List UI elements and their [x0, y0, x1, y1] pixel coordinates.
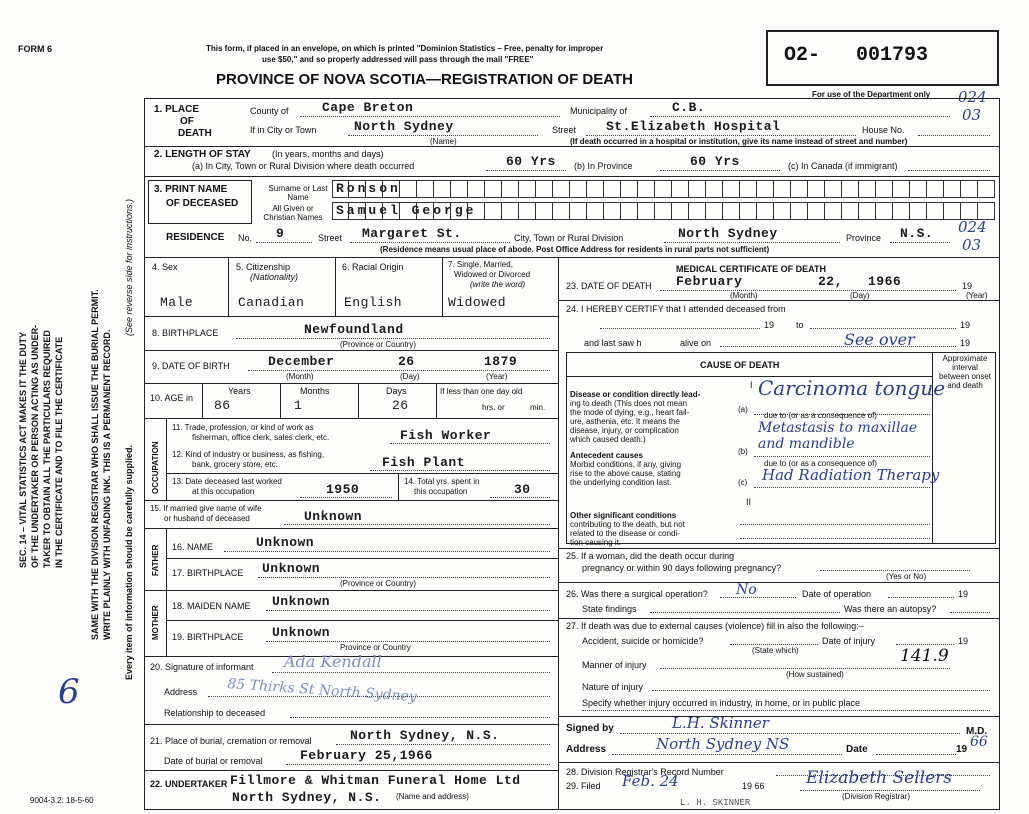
mother-prov-hint: Province or Country: [340, 643, 411, 652]
hospital-note: (If death occurred in a hospital or institution, give its name instead of street and number): [570, 137, 908, 146]
certify-to: to: [796, 320, 804, 330]
lastworked-label-1: 13. Date deceased last worked: [172, 477, 282, 486]
burial-date-label: Date of burial or removal: [164, 756, 263, 766]
industry-label-2: bank, grocery store, etc.: [192, 460, 278, 469]
disease-label-5: disease, injury, or complication: [570, 426, 679, 435]
envelope-notice-2: use $50," and so properly addressed will pass through the mail "FREE": [262, 55, 534, 64]
reg-number: 001793: [856, 44, 929, 67]
residence-street-label: Street: [318, 233, 343, 243]
street-label: Street: [552, 125, 577, 135]
citizenship-label: 5. Citizenship: [236, 262, 291, 272]
certify-19b: 19: [960, 320, 971, 330]
antecedent-label-2: Morbid conditions, if any, giving: [570, 460, 682, 469]
lastworked-label-2: at this occupation: [192, 487, 255, 496]
statute-line-3: TAKER TO OBTAIN ALL THE PARTICULARS REQUIRED: [42, 330, 52, 568]
age-label: 10. AGE in: [150, 393, 194, 403]
street-value: St.Elizabeth Hospital: [606, 119, 781, 134]
date-op-19: 19: [958, 589, 969, 599]
cause-title: CAUSE OF DEATH: [700, 360, 780, 370]
signed-label: Signed by: [566, 723, 614, 734]
place-label-1: 1. PLACE: [154, 104, 200, 115]
dob-year-hint: (Year): [486, 372, 508, 381]
industry-label-1: 12. Kind of industry or business, as fishing,: [172, 450, 325, 459]
pregnancy-label-2: pregnancy or within 90 days following pregnancy?: [582, 563, 782, 573]
certify-19a: 19: [764, 320, 775, 330]
lessday-label: If less than one day old: [440, 387, 523, 396]
other-label-4: tion causing it.: [570, 538, 622, 547]
father-name-value: Unknown: [256, 535, 315, 550]
dept-use-note: For use of the Department only: [812, 90, 931, 99]
due-to-a: due to (or as a consequence of): [764, 411, 877, 420]
dob-year: 1879: [484, 354, 518, 369]
dept-code-2: 03: [962, 106, 982, 124]
mother-side-label: MOTHER: [151, 605, 160, 640]
how-sustained-hint: (How sustained): [786, 670, 844, 679]
cause-a-value: Carcinoma tongue: [758, 376, 946, 400]
total-value: 30: [514, 482, 531, 497]
accident-label: Accident, suicide or homicide?: [582, 636, 704, 646]
deceased-label-2: OF DECEASED: [166, 198, 239, 209]
min-label: min.: [530, 403, 546, 412]
external-label: 27. If death was due to external causes (violence) fill in also the following:–: [566, 621, 864, 631]
cause-c-value: Had Radiation Therapy: [762, 466, 940, 484]
signed-address-value: North Sydney NS: [656, 735, 790, 753]
dob-day: 26: [398, 354, 415, 369]
surgical-label: 26. Was there a surgical operation?: [566, 589, 708, 599]
date-op-label: Date of operation: [802, 589, 872, 599]
residence-province-label: Province: [846, 233, 882, 243]
interval-label: Approximate interval between onset and death: [938, 354, 992, 390]
county-label: County of: [250, 106, 289, 116]
disease-label-2: ing to death (This does not mean: [570, 399, 687, 408]
statute-line-1: SEC. 14 – VITAL STATISTICS ACT MAKES IT THE DUTY: [18, 331, 28, 568]
given-value: Samuel George: [336, 203, 477, 218]
manner-label: Manner of injury: [582, 660, 647, 670]
certify-label: 24. I HEREBY CERTIFY that I attended deceased from: [566, 304, 786, 314]
father-bp-value: Unknown: [262, 561, 321, 576]
birthplace-hint: (Province or Country): [340, 340, 417, 349]
house-label: House No.: [862, 125, 905, 135]
state-findings-label: State findings: [582, 604, 637, 614]
burial-place-label: 21. Place of burial, cremation or removal: [150, 736, 312, 746]
antecedent-label-3: rise to the above cause, stating: [570, 469, 681, 478]
disease-label-4: ure, asthenia, etc. It means the: [570, 417, 680, 426]
lastsaw-label: and last saw h: [584, 338, 642, 348]
form-label: FORM 6: [18, 44, 53, 54]
autopsy-label: Was there an autopsy?: [844, 604, 937, 614]
stay-label: 2. LENGTH OF STAY: [154, 149, 251, 160]
death-month-hint: (Month): [730, 291, 758, 300]
antecedent-label-4: the underlying condition last.: [570, 478, 672, 487]
hrs-label: hrs. or: [482, 403, 505, 412]
residence-division-label: City, Town or Rural Division: [514, 233, 624, 243]
every-item-note: Every item of information should be carefully supplied.: [124, 444, 134, 680]
lastworked-value: 1950: [326, 482, 360, 497]
reg-prefix: O2-: [784, 44, 821, 67]
injury-date-label: Date of injury: [822, 636, 876, 646]
residence-no-value: 9: [276, 226, 285, 241]
skinner-stamp: L. H. SKINNER: [680, 798, 751, 808]
marital-label-1: 7. Single, Married,: [448, 260, 513, 269]
cause-c-prefix: (c): [738, 478, 748, 487]
spouse-label-1: 15. If married give name of wife: [150, 504, 262, 513]
alive-label: alive on: [680, 338, 712, 348]
informant-address-value: 85 Thirks St North Sydney: [226, 676, 418, 706]
informant-sig-label: 20. Signature of informant: [150, 662, 254, 672]
surname-cells: [332, 180, 995, 198]
other-label-1: Other significant conditions: [570, 511, 677, 520]
cause-b-value-2: and mandible: [758, 436, 855, 452]
roman-1: I: [750, 380, 753, 390]
city-value: North Sydney: [354, 119, 454, 134]
death-day-hint: (Day): [850, 291, 870, 300]
dob-label: 9. DATE OF BIRTH: [152, 361, 230, 371]
years-value: 86: [214, 398, 231, 413]
birthplace-value: Newfoundland: [304, 322, 404, 337]
signed-date-66: 66: [970, 734, 988, 750]
racial-value: English: [344, 295, 403, 310]
filed-label: 29. Filed: [566, 781, 601, 791]
birthplace-label: 8. BIRTHPLACE: [152, 328, 219, 338]
dob-day-hint: (Day): [400, 372, 420, 381]
state-which-hint: (State which): [752, 646, 799, 655]
statute-line-2: OF THE UNDERTAKER OR PERSON ACTING AS UNDER-: [30, 324, 40, 568]
see-over: See over: [844, 330, 915, 349]
place-label-2: OF: [180, 116, 194, 127]
mother-maiden-value: Unknown: [272, 594, 331, 609]
death-month: February: [676, 274, 743, 289]
registrar-hint: (Division Registrar): [842, 792, 911, 801]
statute-line-6: WRITE PLAINLY WITH UNFADING INK. THIS IS A PERMANENT RECORD.: [102, 329, 112, 640]
stay-a-value: 60 Yrs: [506, 154, 556, 169]
residence-street-value: Margaret St.: [362, 226, 462, 241]
signed-date-19: 19: [956, 744, 968, 755]
md-label: M.D.: [966, 726, 988, 737]
disease-label-3: the mode of dying, e.g., heart fail-: [570, 408, 690, 417]
footer-code: 9004-3.2: 18-5-60: [30, 796, 94, 805]
mother-bp-value: Unknown: [272, 625, 331, 640]
industry-value: Fish Plant: [382, 455, 466, 470]
cause-a-prefix: (a): [738, 405, 748, 414]
marital-value: Widowed: [448, 295, 507, 310]
filed-value: Feb. 24: [622, 772, 679, 790]
months-label: Months: [300, 386, 330, 396]
stay-hint: (In years, months and days): [272, 149, 384, 159]
county-value: Cape Breton: [322, 100, 414, 115]
mother-bp-label: 19. BIRTHPLACE: [172, 632, 244, 642]
deceased-label-1: 3. PRINT NAME: [154, 184, 228, 195]
trade-value: Fish Worker: [400, 428, 492, 443]
sex-label: 4. Sex: [152, 262, 178, 272]
medical-title: MEDICAL CERTIFICATE OF DEATH: [676, 264, 826, 274]
total-label-1: 14. Total yrs. spent in: [404, 477, 480, 486]
informant-signature: Ada Kendall: [284, 652, 382, 671]
residence-division-value: North Sydney: [678, 226, 778, 241]
margin-mark: 6: [58, 672, 80, 712]
pregnancy-label-1: 25. If a woman, did the death occur during: [566, 551, 735, 561]
specify-label: Specify whether injury occurred in industry, in home, or in public place: [582, 698, 860, 708]
occupation-side-label: OCCUPATION: [151, 441, 160, 494]
name-hint: (Name): [430, 137, 457, 146]
informant-address-label: Address: [164, 687, 198, 697]
undertaker-value: Fillmore & Whitman Funeral Home Ltd: [230, 773, 521, 788]
trade-label-1: 11. Trade, profession, or kind of work as: [172, 423, 314, 432]
lastsaw-19: 19: [960, 338, 971, 348]
marital-label-3: (write the word): [470, 280, 526, 289]
disease-label-6: which caused death.): [570, 435, 646, 444]
death-19: 19: [962, 281, 973, 291]
citizenship-value: Canadian: [238, 295, 305, 310]
surname-label: Surname or Last Name: [268, 184, 328, 202]
father-bp-label: 17. BIRTHPLACE: [172, 568, 244, 578]
residence-code-2: 03: [962, 236, 982, 254]
due-to-b: due to (or as a consequence of): [764, 459, 877, 468]
months-value: 1: [294, 398, 303, 413]
disease-label-1: Disease or condition directly lead-: [570, 390, 701, 399]
other-label-3: related to the disease or condi-: [570, 529, 680, 538]
place-label-3: DEATH: [178, 128, 212, 139]
days-label: Days: [386, 386, 407, 396]
father-prov-hint: (Province or Country): [340, 579, 417, 588]
spouse-value: Unknown: [304, 509, 363, 524]
undertaker-address: North Sydney, N.S.: [232, 790, 382, 805]
relationship-label: Relationship to deceased: [164, 708, 266, 718]
residence-no-label: No.: [238, 233, 253, 243]
marital-label-2: Widowed or Divorced: [454, 270, 531, 279]
mother-maiden-label: 18. MAIDEN NAME: [172, 601, 251, 611]
burial-date-value: February 25,1966: [300, 748, 433, 763]
residence-label: RESIDENCE: [166, 232, 225, 243]
stay-c-label: (c) In Canada (if immigrant): [788, 161, 898, 171]
father-name-label: 16. NAME: [172, 542, 214, 552]
undertaker-label: 22. UNDERTAKER: [150, 779, 228, 789]
stay-b-label: (b) In Province: [574, 161, 633, 171]
death-year: 1966: [868, 274, 902, 289]
roman-2: II: [746, 497, 752, 507]
years-label: Years: [228, 386, 251, 396]
signed-value: L.H. Skinner: [672, 714, 769, 732]
father-side-label: FATHER: [151, 544, 160, 576]
injury-date-19: 19: [958, 636, 969, 646]
death-date-label: 23. DATE OF DEATH: [566, 281, 652, 291]
signed-date-label: Date: [846, 744, 868, 755]
stay-b-value: 60 Yrs: [690, 154, 740, 169]
total-label-2: this occupation: [414, 487, 468, 496]
residence-province-value: N.S.: [900, 226, 934, 241]
surgical-value: No: [736, 582, 757, 598]
record-label: 28. Division Registrar's Record Number: [566, 767, 724, 777]
death-day: 22,: [818, 274, 843, 289]
undertaker-hint: (Name and address): [396, 792, 469, 801]
statute-line-4: IN THE CERTIFICATE AND TO FILE THE CERTIFICATE: [54, 336, 64, 568]
burial-place-value: North Sydney, N.S.: [350, 728, 500, 743]
antecedent-label-1: Antecedent causes: [570, 451, 643, 460]
dob-month: December: [268, 354, 335, 369]
city-label: If in City or Town: [250, 125, 317, 135]
spouse-label-2: or husband of deceased: [164, 514, 250, 523]
nature-label: Nature of injury: [582, 682, 644, 692]
dob-month-hint: (Month): [286, 372, 314, 381]
municipality-value: C.B.: [672, 100, 706, 115]
filed-year: 19 66: [742, 781, 765, 791]
given-label: All Given or Christian Names: [263, 204, 323, 222]
cause-b-prefix: (b): [738, 447, 748, 456]
cause-b-value-1: Metastasis to maxillae: [758, 420, 918, 436]
statute-line-5: SAME WITH THE DIVISION REGISTRAR WHO SHALL ISSUE THE BURIAL PERMIT.: [90, 289, 100, 640]
trade-label-2: fisherman, office clerk, sales clerk, etc.: [192, 433, 330, 442]
other-label-2: contributing to the death, but not: [570, 520, 685, 529]
signed-address-label: Address: [566, 744, 607, 755]
residence-code-1: 024: [958, 218, 987, 236]
death-year-hint: (Year): [966, 291, 988, 300]
days-value: 26: [392, 398, 409, 413]
municipality-label: Municipality of: [570, 106, 628, 116]
code-141: 141.9: [900, 646, 949, 666]
surname-value: Ronson: [336, 181, 401, 196]
registrar-signature: Elizabeth Sellers: [806, 768, 952, 788]
envelope-notice-1: This form, if placed in an envelope, on which is printed "Dominion Statistics – Free, penalty for improper: [206, 44, 604, 53]
racial-label: 6. Racial Origin: [342, 262, 404, 272]
sex-value: Male: [160, 295, 194, 310]
dept-code-1: 024: [958, 88, 987, 106]
residence-note: (Residence means usual place of abode. Post Office Address for residents in rural parts not sufficient): [380, 245, 770, 254]
citizenship-hint: (Nationality): [250, 272, 299, 282]
stay-a-label: (a) In City, Town or Rural Division where death occurred: [192, 161, 415, 171]
page-title: PROVINCE OF NOVA SCOTIA—REGISTRATION OF DEATH: [216, 71, 633, 88]
yes-no-hint: (Yes or No): [886, 572, 927, 581]
reverse-side-note: (See reverse side for instructions.): [124, 198, 134, 336]
